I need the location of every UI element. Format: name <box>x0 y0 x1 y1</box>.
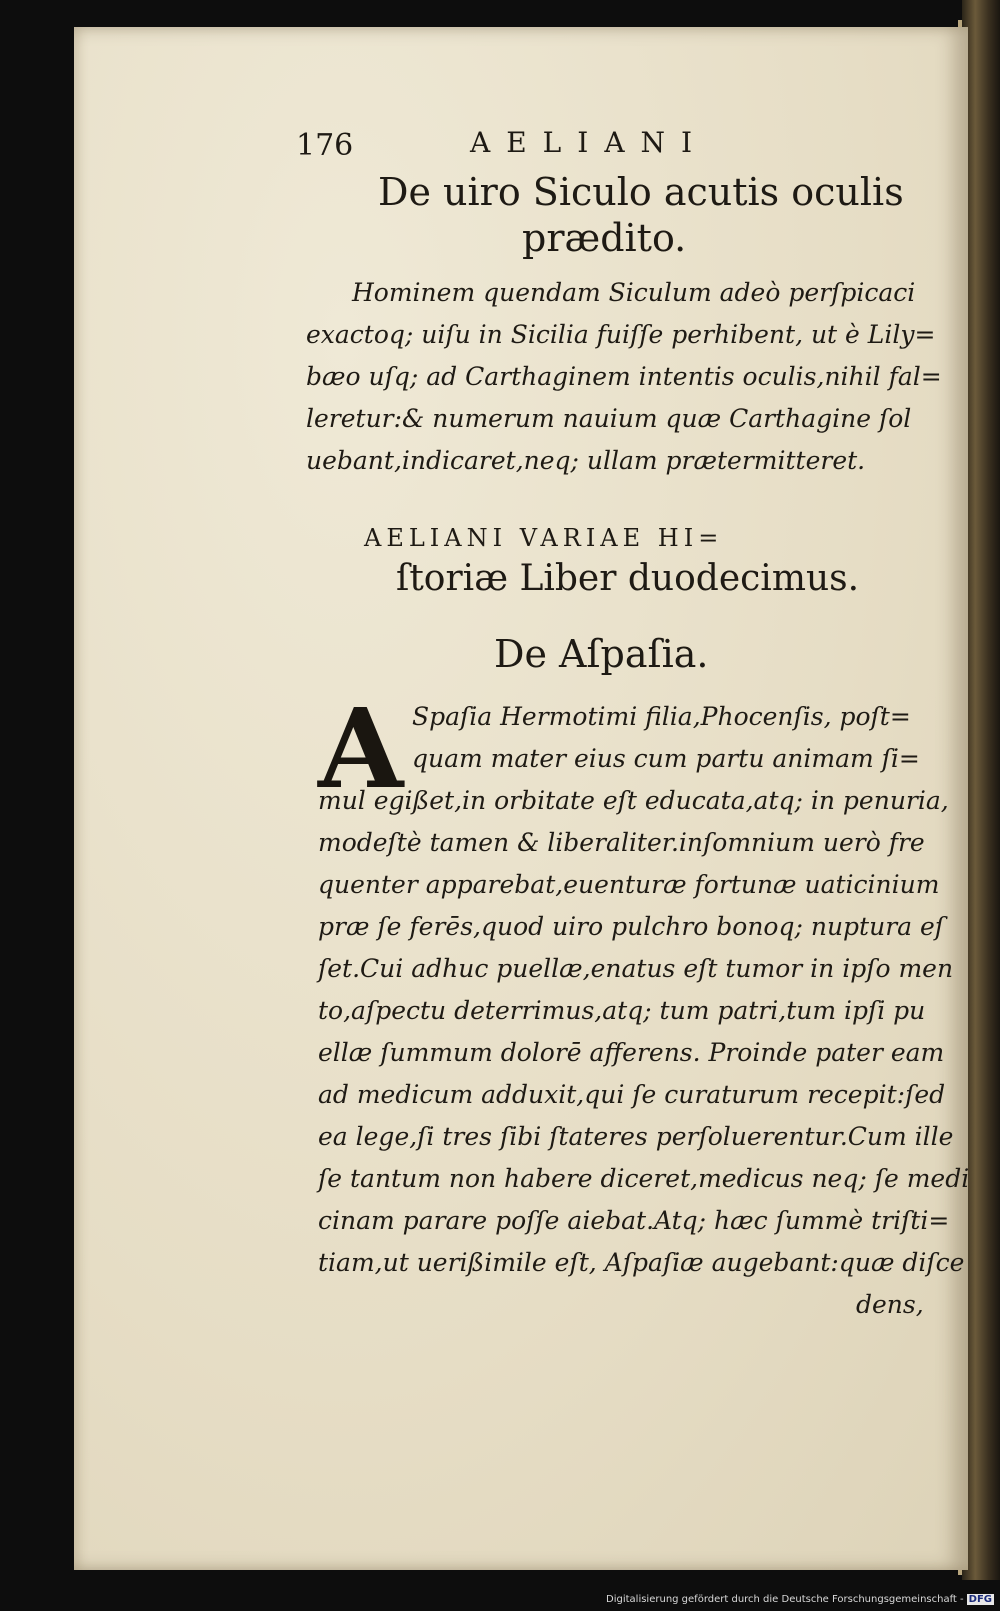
text-line: tiam,ut uerißimile eſt, Aſpaſiæ augebant:quæ diſce <box>318 1248 965 1277</box>
text-line: bæo uſq; ad Carthaginem intentis oculis,nihil fal= <box>306 362 942 391</box>
text-line: ſet.Cui adhuc puellæ,enatus eſt tumor in ipſo men <box>318 954 954 983</box>
text-line: Hominem quendam Siculum adeò perſpicaci <box>352 278 916 307</box>
text-line: mul egißet,in orbitate eſt educata,atq; in penuria, <box>318 786 949 815</box>
digitization-credit <box>606 1594 994 1605</box>
text-line: ſe tantum non habere diceret,medicus neq; ſe medi <box>318 1164 970 1193</box>
text-line: uebant,indicaret,neq; ullam prætermitteret. <box>306 446 866 475</box>
credit-text: Digitalisierung gefördert durch die Deutsche Forschungsgemeinschaft - <box>606 1594 964 1605</box>
page-number: 176 <box>296 128 354 163</box>
text-line: quenter apparebat,euenturæ fortunæ uaticinium <box>318 870 940 899</box>
text-line: to,aſpectu deterrimus,atq; tum patri,tum ipſi pu <box>318 996 926 1025</box>
text-line: præ ſe ferēs,quod uiro pulchro bonoq; nuptura eſ <box>318 912 945 941</box>
text-line: ellæ ſummum dolorē afferens. Proinde pater eam <box>318 1038 945 1067</box>
text-line: cinam parare poſſe aiebat.Atq; hæc ſummè triſti= <box>318 1206 950 1235</box>
section-title-line-2: prædito. <box>522 216 687 260</box>
text-line: ea lege,ſi tres ſibi ſtateres perſoluerentur.Cum ille <box>318 1122 954 1151</box>
text-line: Spaſia Hermotimi filia,Phocenſis, poſt= <box>412 702 911 731</box>
text-line: exactoq; uiſu in Sicilia fuiſſe perhibent, ut è Lily= <box>306 320 936 349</box>
drop-cap: A <box>318 684 404 813</box>
text-line: modeſtè tamen & liberaliter.inſomnium uerò fre <box>318 828 925 857</box>
chapter-title: De Aſpaſia. <box>494 632 709 676</box>
text-line: ad medicum adduxit,qui ſe curaturum recepit:ſed <box>318 1080 946 1109</box>
dfg-logo: DFG <box>968 1594 992 1605</box>
section-title-line-1: De uiro Siculo acutis oculis <box>378 170 904 214</box>
book-title-line-1: AELIANI VARIAE HI= <box>364 524 724 552</box>
catchword: dens, <box>856 1290 924 1319</box>
book-title-line-2: ſtoriæ Liber duodecimus. <box>396 558 860 599</box>
running-head: AELIANI <box>470 126 709 159</box>
text-line: quam mater eius cum partu animam ſi= <box>412 744 920 773</box>
text-line: leretur:& numerum nauium quæ Carthagine ſol <box>306 404 912 433</box>
